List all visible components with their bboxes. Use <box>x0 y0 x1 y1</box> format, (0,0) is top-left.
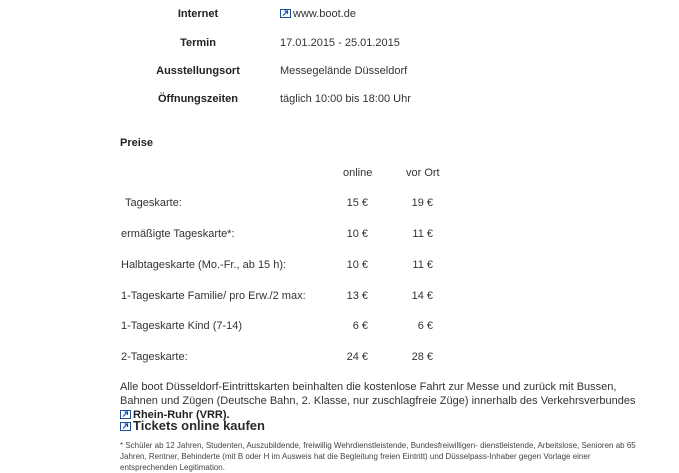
external-link-icon <box>120 422 131 431</box>
price-row-label: Halbtageskarte (Mo.-Fr., ab 15 h): <box>121 259 287 271</box>
price-row-vorort: 19 € <box>411 197 433 209</box>
price-row-label: 1-Tageskarte Kind (7-14) <box>121 320 243 332</box>
external-link-icon <box>280 9 291 18</box>
price-row-online: 10 € <box>346 259 368 271</box>
price-row-vorort: 6 € <box>417 320 433 332</box>
price-row-online: 6 € <box>352 320 368 332</box>
price-row-label: 1-Tageskarte Familie/ pro Erw./2 max: <box>121 290 306 302</box>
footnote: * Schüler ab 12 Jahren, Studenten, Auszubildende, freiwillig Wehrdienstleistende, Bundesfreiwilligen- dienstleistende, Arbeitslose, Senioren ab 65 Jahren, Rentner, Behinderte (mit B oder H im Ausweis hat die Begleitung freien Eintritt) und Düsselpass-Inhaber gegen Vorlage einer entsprechenden Legitimation. <box>120 441 636 472</box>
price-row-vorort: 11 € <box>412 259 433 271</box>
termin-value: 17.01.2015 - 25.01.2015 <box>280 37 400 49</box>
price-row-vorort: 14 € <box>411 290 433 302</box>
price-row-vorort: 11 € <box>412 228 433 240</box>
tickets-online-container[interactable] <box>120 417 265 435</box>
transport-note <box>120 380 640 422</box>
price-row-label: 2-Tageskarte: <box>121 351 188 363</box>
ausstellungsort-label: Ausstellungsort <box>156 65 240 77</box>
vrr-link[interactable]: Rhein-Ruhr (VRR). <box>133 409 230 421</box>
prices-heading: Preise <box>120 137 154 149</box>
internet-value[interactable] <box>280 8 356 20</box>
col-online-header: online <box>343 167 373 179</box>
internet-label: Internet <box>177 8 219 20</box>
oeffnungszeiten-label: Öffnungszeiten <box>157 93 239 105</box>
price-row-label: Tageskarte: <box>125 197 182 209</box>
price-row-online: 15 € <box>346 197 368 209</box>
price-row-online: 13 € <box>346 290 368 302</box>
price-row-online: 10 € <box>346 228 368 240</box>
tickets-online-link[interactable]: Tickets online kaufen <box>133 418 265 433</box>
boot-website-link[interactable]: www.boot.de <box>293 8 356 20</box>
transport-note-text: Alle boot Düsseldorf-Eintrittskarten beinhalten die kostenlose Fahrt zur Messe und zurück mit Bussen, Bahnen und Zügen (Deutsche Bahn, 2. Klasse, nur zuschlagfreie Züge) innerhalb des Verkehrsverbundes <box>120 381 636 407</box>
oeffnungszeiten-value: täglich 10:00 bis 18:00 Uhr <box>280 93 411 105</box>
price-row-label: ermäßigte Tageskarte*: <box>121 228 235 240</box>
ausstellungsort-value: Messegelände Düsseldorf <box>280 65 408 77</box>
col-vorort-header: vor Ort <box>406 167 440 179</box>
price-row-vorort: 28 € <box>411 351 433 363</box>
price-row-online: 24 € <box>346 351 368 363</box>
termin-label: Termin <box>180 37 216 49</box>
